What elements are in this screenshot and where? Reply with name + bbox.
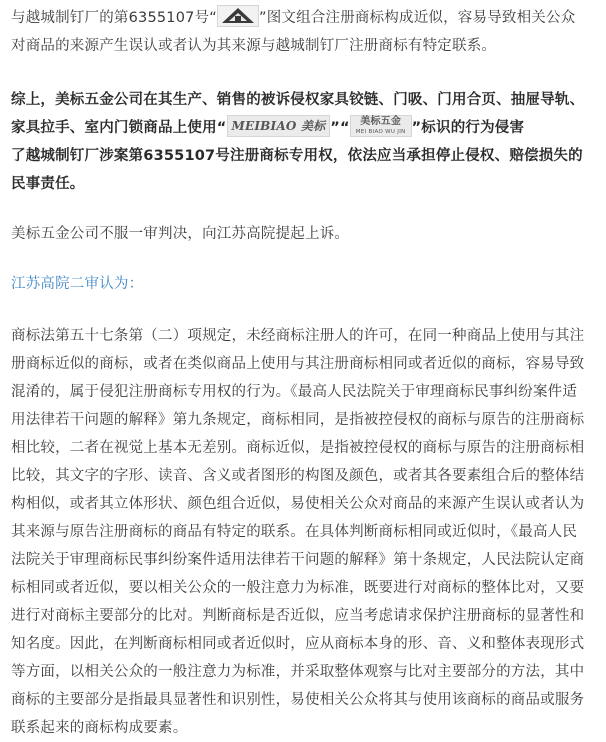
- reasoning-line: 商标的主要部分是指最具显著性和识别性，易使相关公众将其与使用该商标的商品或服务: [11, 692, 585, 708]
- reasoning-line: 册商标近似的商标，或者在类似商品上使用与其注册商标相同或者近似的商标，容易导致: [11, 356, 585, 372]
- reasoning-line: 相比较，二者在视觉上基本无差别。商标近似，是指被控侵权的商标与原告的注册商标相: [11, 440, 585, 456]
- reasoning-line: 联系起来的商标构成要素。: [11, 720, 188, 736]
- paragraph-trademark-similarity: [11, 4, 575, 60]
- reasoning-line: 知名度。因此，在判断商标相同或者近似时，应从商标本身的形、音、义和整体表现形式: [11, 636, 585, 652]
- reasoning-line: 法院关于审理商标民事纠纷案件适用法律若干问题的解释》第十条规定，人民法院认定商: [11, 552, 585, 568]
- trademark-logo-icon: [217, 5, 259, 27]
- para2-line3: 了越城制钉厂涉案第6355107号注册商标专用权，依法应当承担停止侵权、赔偿损失的: [11, 148, 583, 164]
- section-heading-second-instance: 江苏高院二审认为：: [11, 276, 144, 292]
- para2-line2-pre: 家具拉手、室内门锁商品上使用“: [11, 120, 227, 136]
- para2-line4: 民事责任。: [11, 176, 85, 192]
- reasoning-line: 混淆的，属于侵犯注册商标专用权的行为。《最高人民法院关于审理商标民事纠纷案件适: [11, 384, 578, 400]
- para2-line1: 综上，美标五金公司在其生产、销售的被诉侵权家具铰链、门吸、门用合页、抽屉导轨、: [11, 92, 585, 108]
- reasoning-line: 其来源与原告注册商标的商品有特定的联系。在具体判断商标相同或近似时，《最高人民: [11, 524, 578, 540]
- reasoning-line: 构相似，或者其立体形状、颜色组合近似，易使相关公众对商品的来源产生误认或者认为: [11, 496, 585, 512]
- reasoning-line: 等方面，以相关公众的一般注意力为标准，并采取整体观察与比对主要部分的方法，其中: [11, 664, 585, 680]
- para1-line1-post: ”图文组合注册商标构成近似，容易导致相关公众: [259, 10, 576, 26]
- reasoning-line: 比较，其文字的字形、读音、含义或者图形的构图及颜色，或者其各要素组合后的整体结: [11, 468, 585, 484]
- para1-line2: 对商品的来源产生误认或者认为其来源与越城制钉厂注册商标有特定联系。: [11, 38, 497, 54]
- reasoning-line: 用法律若干问题的解释》第九条规定，商标相同，是指被控侵权的商标与原告的注册商标: [11, 412, 585, 428]
- reasoning-line: 商标法第五十七条第（二）项规定，未经商标注册人的许可，在同一种商品上使用与其注: [11, 328, 585, 344]
- paragraph-appeal: 美标五金公司不服一审判决，向江苏高院提起上诉。: [11, 226, 350, 242]
- para1-line1-pre: 与越城制钉厂的第6355107号“: [11, 10, 217, 26]
- logo3-main-text: 美标五金: [360, 116, 402, 127]
- para2-line2-mid: ”“: [330, 120, 350, 136]
- logo3-sub-text: MEI BIAO WU JIN: [355, 129, 406, 135]
- reasoning-line: 标相同或者近似，要以相关公众的一般注意力为标准，既要进行对商标的整体比对，又要: [11, 580, 585, 596]
- meibiao-logo-icon: MEIBIAO 美标: [227, 115, 331, 137]
- reasoning-line: 进行对商标主要部分的比对。判断商标是否近似，应当考虑请求保护注册商标的显著性和: [11, 608, 585, 624]
- para2-line2-post: ”标识的行为侵害: [411, 120, 525, 136]
- meibiao-wujin-logo-icon: [350, 115, 412, 137]
- paragraph-legal-reasoning: [11, 322, 584, 742]
- paragraph-conclusion: [11, 86, 584, 198]
